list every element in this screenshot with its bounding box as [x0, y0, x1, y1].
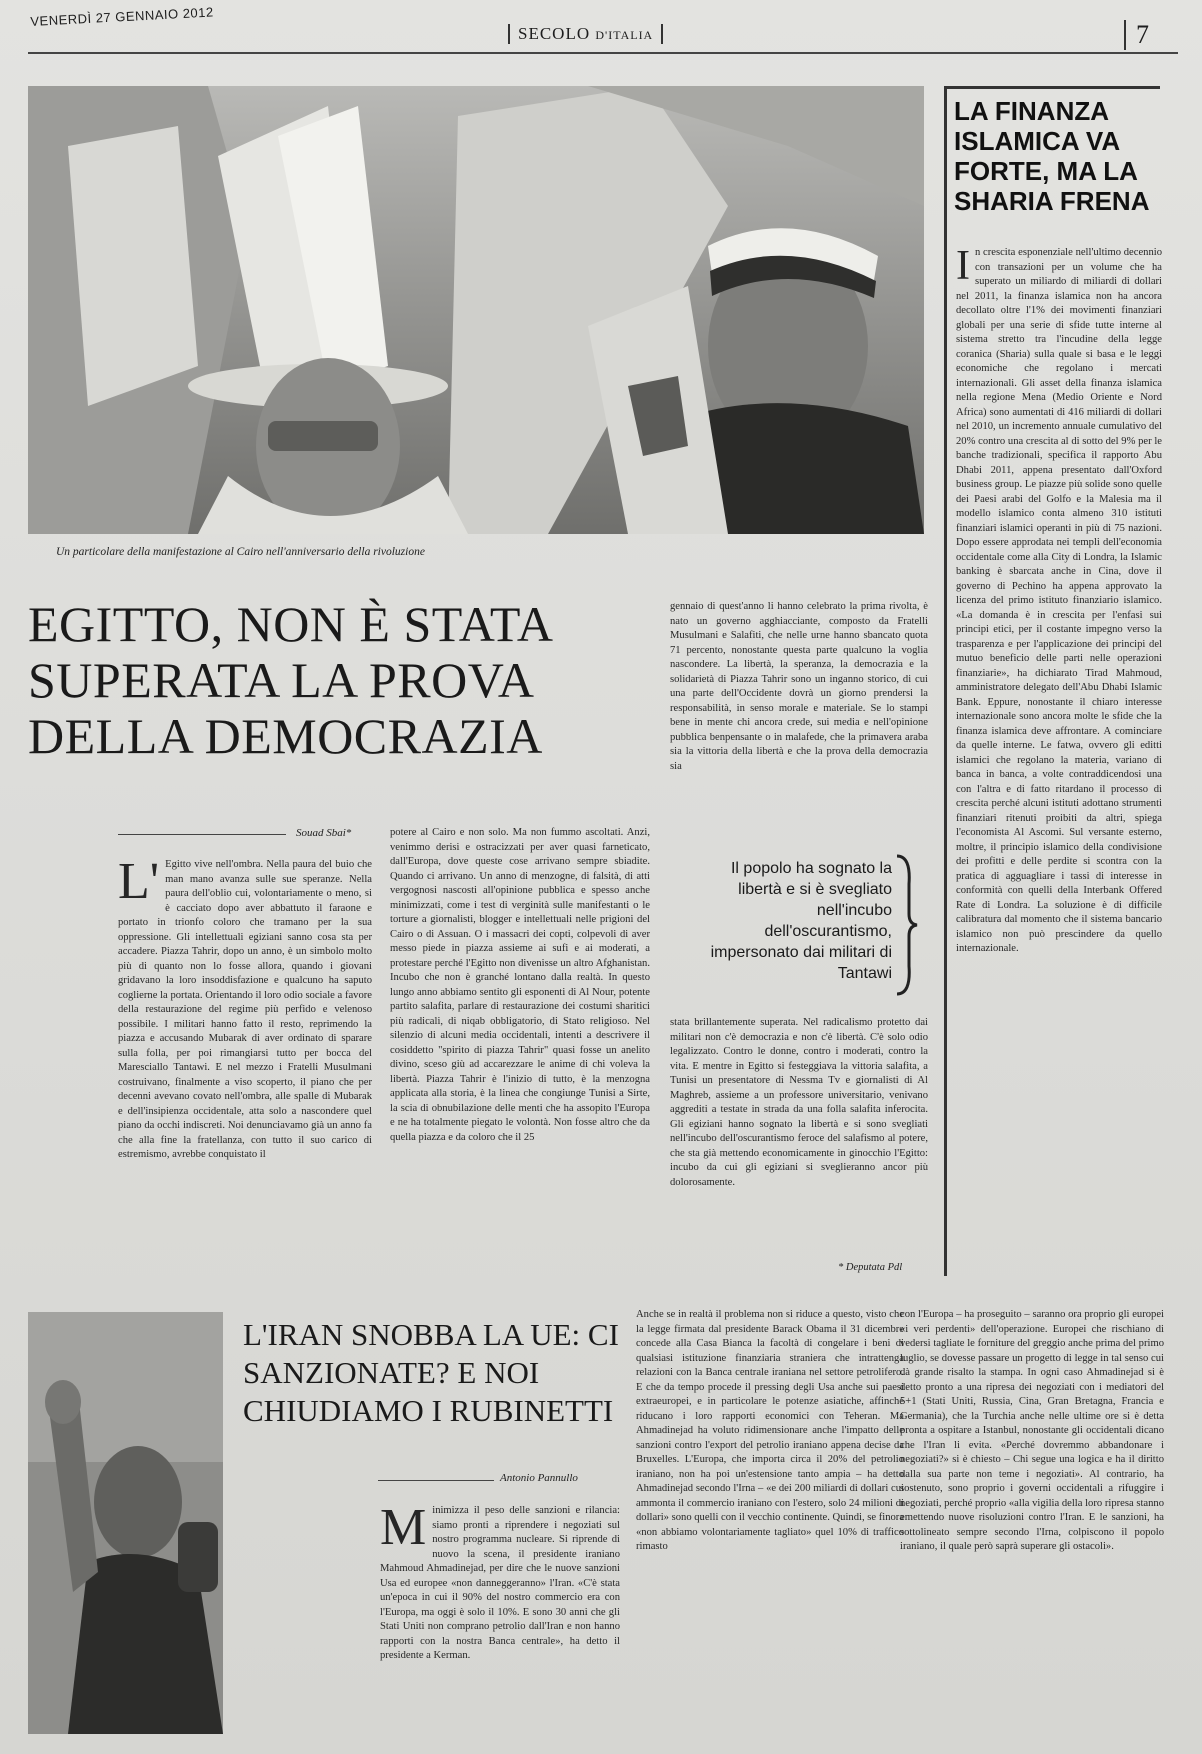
iran-col1-text: inimizza il peso delle sanzioni e rilancia: siamo pronti a riprendere i negoziati sul nostro programma nucleare. Si riprende di nuovo la scena, il presidente iraniano Mahmoud Ahmadinejad, per dire che le nuove sanzioni Usa ed europee «non danneggeranno» l'Iran. «C'è stata un'epoca in cui il 90% del nostro commercio era con l'Europa, ma oggi è solo il 10%. E sono 30 anni che gli Stati Uniti non comprano petrolio dall'Iran e non hanno rapporti con la nostra Banca centrale», ha detto il presidente a Kerman. — [380, 1505, 620, 1661]
main-headline: EGITTO, NON È STATA SUPERATA LA PROVA DELLA DEMOCRAZIA — [28, 596, 551, 764]
iran-article-column-2: Anche se in realtà il problema non si riduce a questo, visto che la legge firmata dal presidente Barack Obama il 31 dicembre concede alla Casa Bianca la facoltà di congelare i beni di qualsiasi istituzione finanziaria straniera che intrattenga relazioni con la Banca centrale iraniana nel settore petrolifero. E che da tempo procede il pressing degli Usa anche sui paesi extraeuropei, e in particolare le potenze asiatiche, affinché riducano i loro rapporti economici con Teheran. Ma Ahmadinejad ha voluto ridimensionare anche l'impatto delle sanzioni contro l'export del petrolio iraniano appena decise da Bruxelles. L'Europa, che importa circa il 20% del petrolio iraniano, non ha poi un'estensione tanto ampia – ha detto Ahmadinejad secondo l'Irna – «e dei 200 miliardi di dollari cui ammonta il commercio iraniano con l'estero, solo 24 milioni di dollari» sono quelli con il vecchio continente. Quindi, se finora «non abbiamo volontariamente tagliato» quel 10% di traffico rimasto — [636, 1309, 904, 1552]
main-byline: Souad Sbai* — [296, 827, 352, 839]
iran-article-column-3: con l'Europa – ha proseguito – saranno ora proprio gli europei «i veri perdenti» dell'operazione. Europei che rischiano di vedersi tagliate le forniture del greggio anche prima del primo luglio, se dovesse passare un progetto di legge in tal senso cui dà grande risalto la stampa. In ogni caso Ahmadinejad si è detto pronto a una ripresa dei negoziati con i mediatori del 5+1 (Stati Uniti, Russia, Cina, Gran Bretagna, Francia e Germania), che la Turchia anche nelle ultime ore si è detta pronta a ospitare a Istanbul, nonostante gli occidentali dicano che l'Iran li evita. «Perché dovremmo abbandonare i negoziati?» si è chiesto – Chi segue una logica e ha il diritto dalla sua parte non teme i negoziati». Al contrario, ha sostenuto, sono proprio i governi occidentali a rifuggire i negoziati, perché proprio «alla vigilia della loro ripresa stanno emettendo nuove risoluzioni contro l'Iran. E le sanzioni, ha sottolineato sempre secondo l'Irna, colpiscono il popolo iraniano, il quale però saprà superare gli ostacoli». — [900, 1309, 1164, 1552]
iran-byline-rule — [378, 1480, 494, 1481]
iran-headline: L'IRAN SNOBBA LA UE: CI SANZIONATE? E NOI CHIUDIAMO I RUBINETTI — [243, 1317, 619, 1428]
sidebar-text: n crescita esponenziale nell'ultimo decennio con transazioni per un volume che ha superato un miliardo di miliardi di dollari nel 2011, la finanza islamica non ha ancora decollato oltre l'1% dei movimenti finanziari globali per una serie di sfide tutte interne al sistema stretto tra l'incudine della legge coranica (Sharia) sulla quale si basa e le leggi economiche che regolano i mercati internazionali. Gli asset della finanza islamica nella regione Mena (Medio Oriente e Nord Africa) sono aumentati di 416 miliardi di dollari nel 2010, un incremento annuale cumulativo del 20% contro una crescita al di sotto del 9% per le banche tradizionali, specifica il rapporto Abu Dhabi 2011, appena presentato dall'Oxford business group. Le piazze più solide sono quelle dei Paesi arabi del Golfo e la Malesia ma il modello islamico conta almeno 310 istituti finanziari islamici operanti in più di 75 nazioni. Dopo essere approdata nei templi dell'economia occidentale come alla City di Londra, la Islamic banking è sbarcata anche in Cina, dove il governo di Pechino ha appena approvato la licenza del primo istituto finanziario islamico. «La domanda è in crescita per l'enfasi sui principi etici, per il costante impegno verso la trasparenza e per l'applicazione dei principi del mutuo beneficio delle parti nelle operazioni finanziarie», ha dichiarato Tirad Mahmoud, amministratore delegato dell'Abu Dhabi Islamic Bank. Eppure, nonostante il chiaro interesse internazionale sono ancora molte le sfide che la finanza islamica deve affrontare. A cominciare da quelle interne. Le fatwa, ovvero gli editti islamici che regolano la materia, variano di banca in banca, a volte contraddicendosi una con l'altra e di fatto ritardano il processo di crescita perché alcuni istituti adottano strumenti finanziari ritenuti proibiti da altri, spiega l'economista Al Ascomi. Sul versante esterno, moltre, il principio islamico della condivisione dei profitti e delle perdite si scontra con la pratica di agguagliare i tassi di interesse in conformità con quelli della Interbank Offered Rate di Londra. La soluzione è di difficile calibratura dal momento che il sistema bancario islamico non può prescindere da quello internazionale. — [956, 247, 1162, 954]
hero-photo-illustration — [28, 86, 924, 534]
main-article-column-2: potere al Cairo e non solo. Ma non fummo ascoltati. Anzi, venimmo derisi e ostracizzati per aver quasi farneticato, dall'Europa, dove queste cose arrivano sempre sbiadite. Quando ci arrivano. Un anno di menzogne, di falsità, di atti vergognosi nascosti all'opinione pubblica e spesso anche minimizzati, come i test di verginità sulle manifestanti o le torture a giornalisti, blogger e intellettuali nelle prigioni del Cairo o di Assuan. O i massacri dei copti, colpevoli di aver messo piede in piazza assieme ai sufi e ai moderati, a protestare perché l'Egitto non divenisse un altro Afghanistan. Incubo che non è granché lontano dalla realtà. In questo lungo anno abbiamo sentito gli esponenti di Al Nour, potente partito salafita, parlare di restaurazione dei costumi sharitici più radicali, di niqab obbligatorio, di Stato religioso. Nel silenzio di alcuni media occidentali, intenti a descrivere il cosiddetto "spirito di piazza Tahrir" quasi fosse un anelito divino, sceso giù ad accarezzare le anime di chi voleva la libertà. Piazza Tahrir è l'inizio di tutto, è la menzogna applicata alla storia, è la linea che congiunge Tunisi a Sirte, la scia di obnubilazione delle menti che ha assopito l'Europa e ne ha totalmente piegato le volontà. Non fosse altro che da quella piazza e da coloro che il 25 — [390, 827, 650, 1143]
main-col1-text: Egitto vive nell'ombra. Nella paura del buio che man mano avanza sulle sue speranze. Nella paura dell'oblio cui, volontariamente o meno, si è cacciato dopo aver abbattuto il faraone e portato in trionfo coloro che tramano per la sua oppressione. Gli intellettuali egiziani sanno cosa sta per accadere. Piazza Tahrir, dopo un anno, è un simbolo molto più di quanto non lo fosse allora, quando i giovani gridavano la loro insoddisfazione e qualcuno ha saputo coglierne la portata. Orientando il loro odio sociale a favore della restaurazione del regime più perfido e velenoso possibile. I militari hanno fatto il resto, reprimendo la piazza e accusando Mubarak di aver ordinato di sparare sulla folla, per poi rimangiarsi tutto per bocca del Maresciallo Tantawi. E nel mezzo i Fratelli Musulmani costruivano, finalmente a viso scoperto, il piano che per decenni avevano covato nell'ombra, alle spalle di Mubarak e dell'insipienza occidentale, atta solo a nascondere quel piano da occhi indiscreti. Noi denunciavamo già un anno fa che alla fine la fratellanza, con tutto il suo carico di estremismo, avrebbe conquistato il — [118, 859, 372, 1160]
pull-quote: Il popolo ha sognato la libertà e si è svegliato nell'incubo dell'oscurantismo, impersonato dai militari di Tantawi — [710, 860, 892, 982]
paper-name: SECOLO — [518, 24, 591, 43]
main-article-column-3-top: gennaio di quest'anno li hanno celebrato la prima rivolta, è nato un governo agghiacciante, composto da Fratelli Musulmani e Salafiti, che nelle urne hanno sbancato quota 71 percento, nonostante questa parte qualcuno la voglia nascondere. La libertà, la speranza, la democrazia e la solidarietà di Piazza Tahrir sono un inganno storico, di cui una parte dell'Occidente dovrà un giorno prendersi la responsabilità, in senso morale e materiale. Se lo stampi bene in mente chi ancora crede, sui media e nell'opinione pubblica benpensante o in malafede, che la primavera araba sia la vittoria della libertà e che la prova della democrazia sia — [670, 601, 928, 772]
sidebar-top-rule — [944, 86, 1160, 89]
author-signature: * Deputata Pdl — [838, 1262, 903, 1273]
paper-suffix: D'ITALIA — [595, 28, 654, 42]
iran-dropcap: M — [380, 1504, 427, 1556]
iran-article-column-1 — [380, 1504, 620, 1726]
sidebar-rule — [944, 86, 947, 1276]
sidebar-headline: LA FINANZA ISLAMICA VA FORTE, MA LA SHARIA FRENA — [954, 96, 1150, 216]
main-article-column-1 — [118, 858, 372, 1298]
photo-caption: Un particolare della manifestazione al Cairo nell'anniversario della rivoluzione — [56, 546, 425, 558]
hero-photo — [28, 86, 924, 534]
main-dropcap: L' — [118, 858, 160, 910]
photo-illustration — [28, 1312, 223, 1734]
byline-rule — [118, 834, 286, 835]
iran-byline: Antonio Pannullo — [500, 1472, 578, 1484]
newspaper-name — [508, 24, 663, 44]
main-article-column-3-bottom: stata brillantemente superata. Nel radicalismo protetto dai militari non c'è democrazia e non c'è libertà. C'è solo odio legalizzato. Contro le donne, contro i moderati, contro la vita. E mentre in Egitto si festeggiava la vittoria salafita, a Tunisi un presentatore di Nessma Tv e giornalisti di Al Maghreb, assieme a un professore universitario, venivano aggrediti a testate in strada da una folla salafita inferocita. Gli egiziani hanno sognato la libertà e si sono svegliati nell'incubo dell'oscurantismo feroce del salafismo al potere, che sta già mettendo economicamente in ginocchio l'Egitto: incubo da cui gli egiziani si sveglieranno ancor più dolorosamente. — [670, 1017, 928, 1188]
masthead-rule — [28, 52, 1178, 54]
ahmadinejad-photo — [28, 1312, 223, 1734]
pull-quote-brace — [895, 854, 919, 996]
sidebar-article-text — [956, 246, 1162, 1274]
issue-date: VENERDÌ 27 GENNAIO 2012 — [30, 4, 215, 29]
sidebar-dropcap: I — [956, 246, 970, 289]
page-number: 7 — [1124, 20, 1149, 50]
